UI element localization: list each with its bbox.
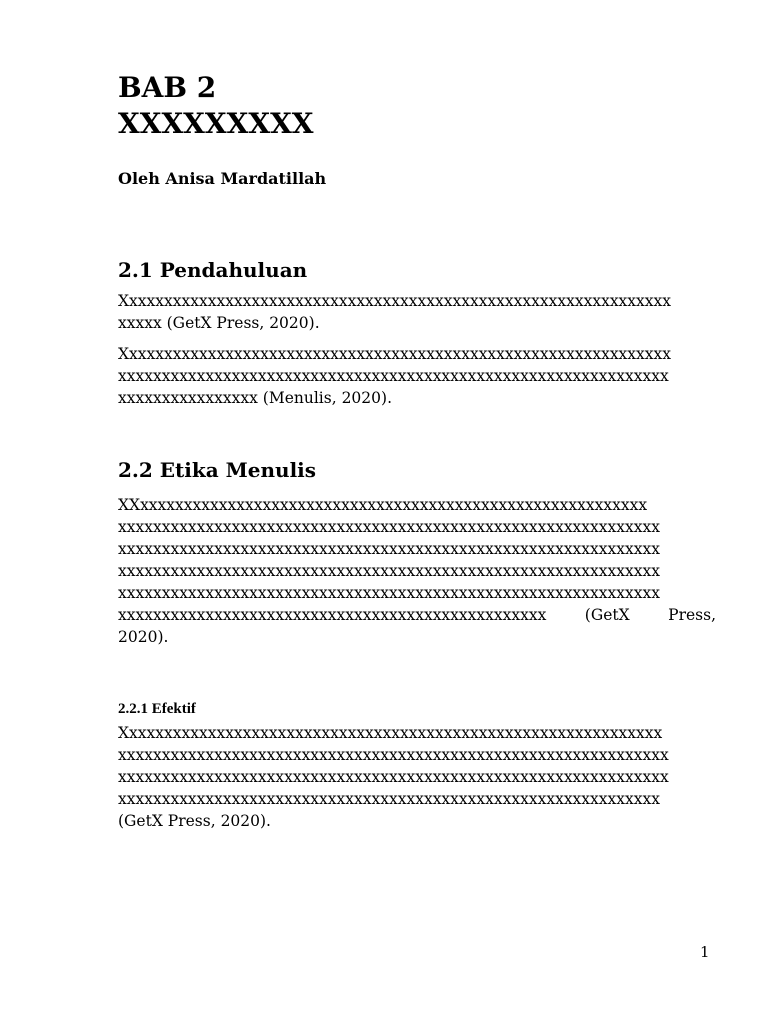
chapter-title: XXXXXXXXX [118,107,314,140]
text-line: xxxxx (GetX Press, 2020). [118,314,320,332]
paragraph-2-1-a [118,290,716,334]
text-line: xxxxxxxxxxxxxxxxxxxxxxxxxxxxxxxxxxxxxxxxxxxxxxxxxxxxxxxxxxxxxxx [118,746,669,764]
text-line: xxxxxxxxxxxxxxxxxxxxxxxxxxxxxxxxxxxxxxxxxxxxxxxxxxxxxxxxxxxxxx [118,562,660,580]
text-line: xxxxxxxxxxxxxxxxxxxxxxxxxxxxxxxxxxxxxxxxxxxxxxxxxxxxxxxxxxxxxx [118,584,660,602]
text-line: xxxxxxxxxxxxxxxxxxxxxxxxxxxxxxxxxxxxxxxxxxxxxxxxxxxxxxxxxxxxxx [118,518,660,536]
section-heading-2-2: 2.2 Etika Menulis [118,458,317,482]
text-line: xxxxxxxxxxxxxxxxxxxxxxxxxxxxxxxxxxxxxxxxxxxxxxxxxxxxxxxxxxxxxxx [118,367,669,385]
chapter-heading [118,70,314,142]
section-heading-2-1: 2.1 Pendahuluan [118,258,308,282]
paragraph-2-2-1 [118,722,716,832]
page-number: 1 [700,943,710,961]
text-line: xxxxxxxxxxxxxxxxxxxxxxxxxxxxxxxxxxxxxxxxxxxxxxxxxxxxxxxxxxxxxxx [118,768,669,786]
text-line: xxxxxxxxxxxxxxxxxxxxxxxxxxxxxxxxxxxxxxxxxxxxxxxxxxxxxxxxxxxxxx [118,790,660,808]
text-line: Xxxxxxxxxxxxxxxxxxxxxxxxxxxxxxxxxxxxxxxxxxxxxxxxxxxxxxxxxxxxxxx [118,345,672,363]
text-line: XXxxxxxxxxxxxxxxxxxxxxxxxxxxxxxxxxxxxxxxxxxxxxxxxxxxxxxxxxxx [118,496,648,514]
text-line: xxxxxxxxxxxxxxxx (Menulis, 2020). [118,389,392,407]
text-line: xxxxxxxxxxxxxxxxxxxxxxxxxxxxxxxxxxxxxxxxxxxxxxxxx (GetX Press, [118,606,716,624]
chapter-number: BAB 2 [118,71,217,104]
text-line: 2020). [118,628,169,646]
paragraph-2-1-b [118,343,716,409]
paragraph-2-2 [118,494,716,648]
text-line: (GetX Press, 2020). [118,812,271,830]
text-line: Xxxxxxxxxxxxxxxxxxxxxxxxxxxxxxxxxxxxxxxxxxxxxxxxxxxxxxxxxxxxxx [118,724,663,742]
author-line: Oleh Anisa Mardatillah [118,169,327,188]
text-line: Xxxxxxxxxxxxxxxxxxxxxxxxxxxxxxxxxxxxxxxxxxxxxxxxxxxxxxxxxxxxxxx [118,292,672,310]
text-line: xxxxxxxxxxxxxxxxxxxxxxxxxxxxxxxxxxxxxxxxxxxxxxxxxxxxxxxxxxxxxx [118,540,660,558]
subsection-heading-2-2-1: 2.2.1 Efektif [118,701,196,717]
